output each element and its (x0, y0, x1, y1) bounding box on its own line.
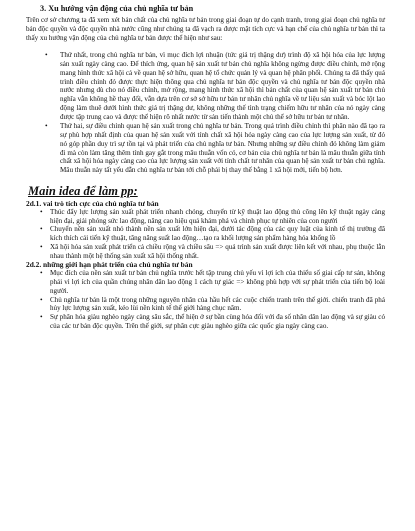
section-title: 3. Xu hướng vận động của chủ nghĩa tư bản (40, 4, 194, 13)
list-item: • Sự phân hóa giàu nghèo ngày càng sâu sắc, thể hiện ở sự bần cùng hóa đối với đa số nhân dân lao động và sự giàu có của các tư bản độc quyền. Trên thế giới, sự phân cực giàu nghèo giữa các quốc gia ngày càng cao. (26, 313, 385, 331)
subsection-title: 2d.1. vai trò tích cực của chủ nghĩa tư bản (26, 198, 159, 208)
list-item: • Chủ nghĩa tư bản là một trong những nguyên nhân của hầu hết các cuộc chiến tranh trên thế giới. chiến tranh đã phá hủy lực lượng sản xuất, kéo lùi nền kinh tế thế giới hàng chục năm. (26, 296, 385, 314)
main-idea-heading: Main idea để làm pp: (28, 183, 138, 198)
list-item: • Chuyển nền sản xuất nhỏ thành nền sản xuất lớn hiện đại, dưới tác động của các quy luật của kinh tế thị trường đã kích thích cải tiến kỹ thuật, tăng năng suất lao động…tạo ra khối lượng sản phẩm hàng hóa khổng lồ (26, 225, 385, 243)
subsection-title: 2d.2. những giới hạn phát triển của chủ nghĩa tư bản (26, 260, 193, 270)
section-bullet-list (26, 51, 385, 175)
list-item: • Thứ hai, sự điều chỉnh quan hệ sản xuất trong chủ nghĩa tư bản. Trong quá trình điều chỉnh thì phân nào đã tạo ra sự phù hợp nhất định của quan hệ sản xuất với tính chất xã hội hóa ngày càng cao của lực lượng sản xuất, từ đó nó góp phần duy trì sự tồn tại và phát triển của chủ nghĩa tư bản. Nhưng những sự điều chỉnh đó không làm giảm đi mà còn làm tăng thêm tính gay gắt trong mâu thuẫn vốn có, cơ bản của chủ nghĩa tư bản là mâu thuẫn giữa tính chất xã hội hóa ngày càng cao của lực lượng sản xuất với tính chất tư nhân của quan hệ sản xuất tư bản chủ nghĩa. Mâu thuẫn này tất yếu dẫn chủ nghĩa tư bản tới chỗ phải bị thay thế bằng 1 xã hội mới, tiến bộ hơn. (26, 122, 385, 175)
list-item: • Mục đích của nền sản xuất tư bản chủ nghĩa trước hết tập trung chủ yếu vì lợi ích của thiểu số giai cấp tư sản, không phải vì lợi ích của quần chúng nhân dân lao động 1 cách tự giác => không phù hợp với sự phát triển của tiến bộ loài người. (26, 269, 385, 295)
list-item: • Xã hội hóa sản xuất phát triển cả chiều rộng và chiều sâu => quá trình sản xuất được liên kết với nhau, phụ thuộc lẫn nhau thành một hệ thống sản xuất xã hội thống nhất. (26, 243, 385, 261)
subsection-bullet-list (26, 269, 385, 330)
list-item: • Thứ nhất, trong chủ nghĩa tư bản, vì mục đích lợi nhuận (tức giá trị thặng dư) trình độ xã hội hóa của lực lượng sản xuất ngày càng cao. Để thích ứng, quan hệ sản xuất tư bản chủ nghĩa không ngừng được điều chỉnh, mở rộng mang hình thức xã hội cả về quan hệ sở hữu, quan hệ tổ chức quản lý và quan hệ phân phối. Chúng ta đã thấy quá trình điều chỉnh đó được thực hiện thông qua chủ nghĩa tư bản độc quyền và chủ nghĩa tư bản độc quyền nhà nước nhưng dù cho nó điều chỉnh, mở rộng, mang hình thức xã hội thì bản chất của quan hệ sản xuất tư bản chủ nghĩa vẫn không hề thay đổi, vẫn dựa trên cơ sở sở hữu tư bản tư nhân chủ nghĩa về tư liệu sản xuất và bóc lột lao động làm thuê dưới hình thức giá trị thặng dư, không những thế tình trạng chiếm hữu tư nhân của nó ngày càng được tập trung cao và được thể hiện rõ nhất nước từ sản tiến thành một chủ thể sở hữu tư bản tư nhân. (26, 51, 385, 121)
subsection-bullet-list (26, 208, 385, 261)
list-item: • Thúc đẩy lực lượng sản xuất phát triển nhanh chóng, chuyển từ kỹ thuật lao động thủ công lên kỹ thuật ngày càng hiện đại, giải phóng sức lao động, nâng cao hiệu quả khám phá và chinh phục tự nhiên của con người (26, 208, 385, 226)
section-intro: Trên cơ sở chương ta đã xem xét bản chất của chủ nghĩa tư bản trong giai đoạn tự do cạnh tranh, trong giai đoạn chủ nghĩa tư bản độc quyền và độc quyền nhà nước cũng như chúng ta đã vạch ra được mặt tích cực và hạn chế của chủ nghĩa tư bản thì ta thấy xu hướng vận động của chủ nghĩa tư bản được thể hiện như sau: (26, 16, 385, 42)
